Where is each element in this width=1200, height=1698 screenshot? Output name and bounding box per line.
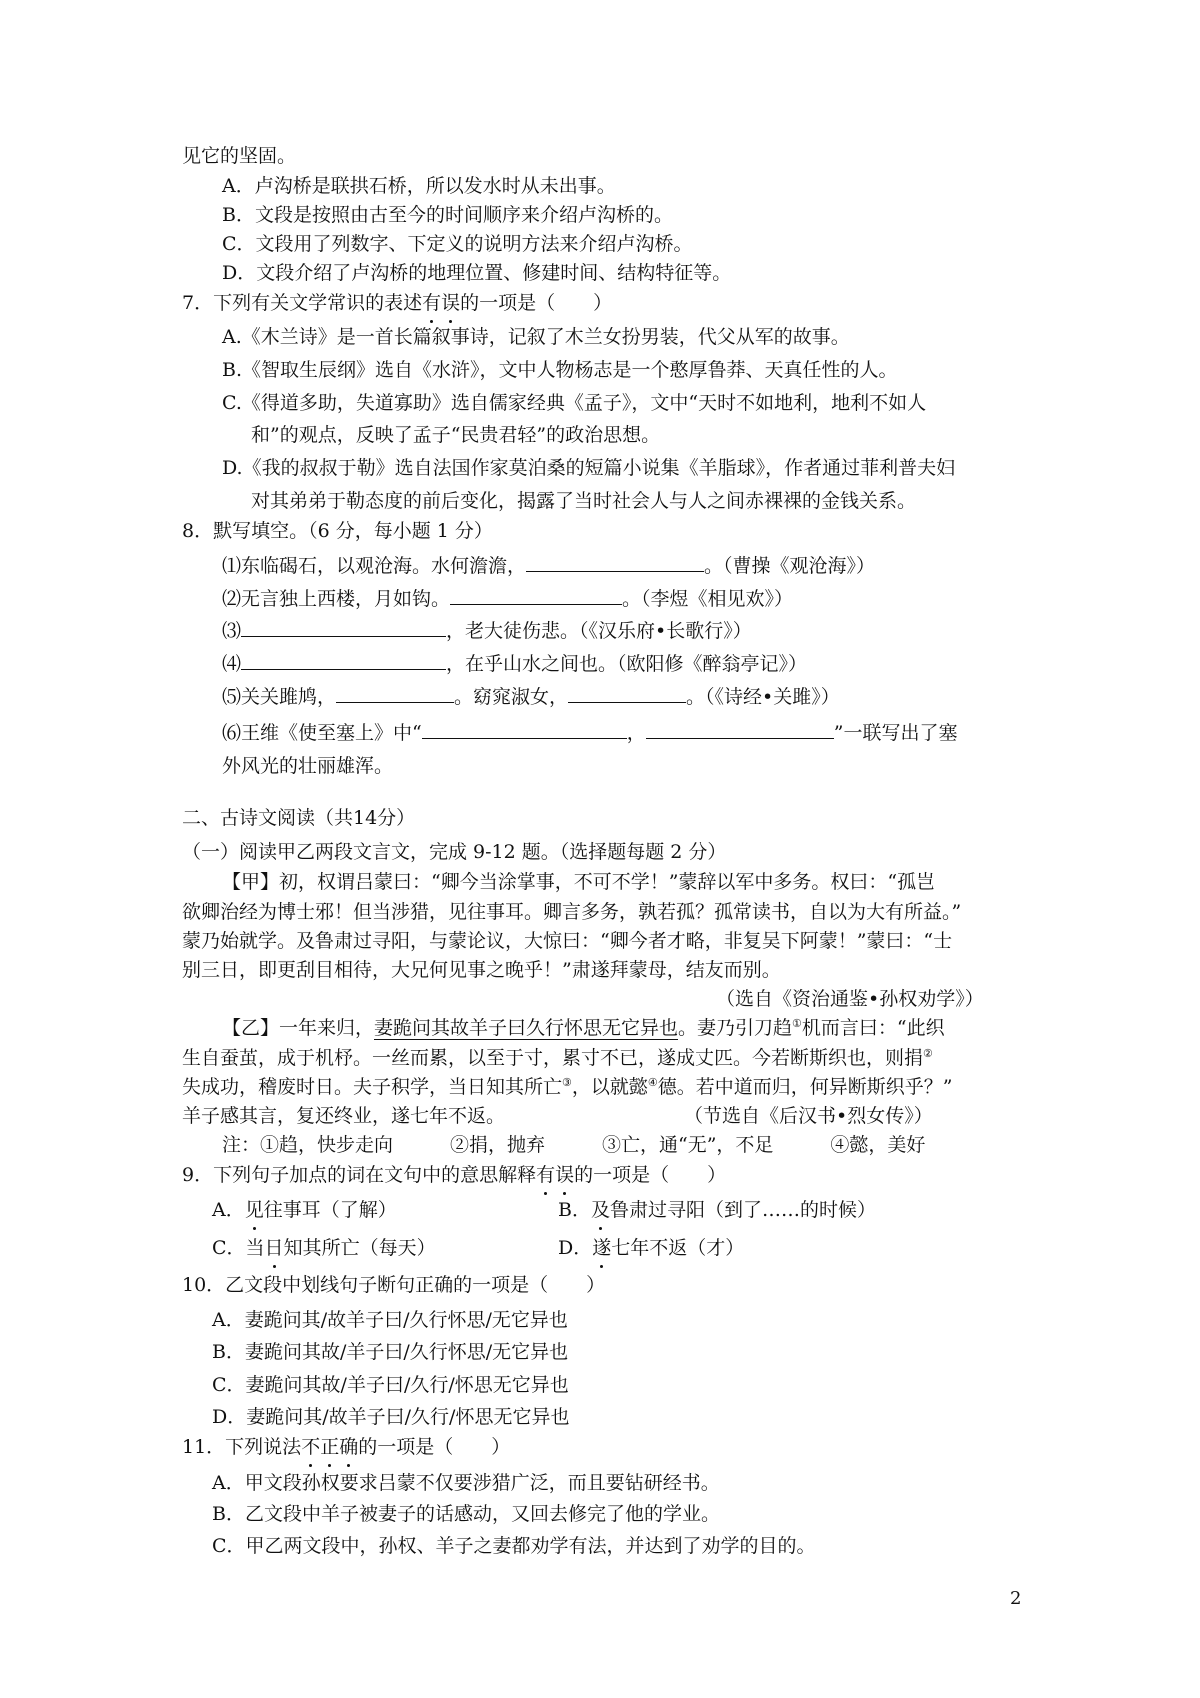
q6-option-a: A．卢沟桥是联拱石桥，所以发水时从未出事。 xyxy=(222,175,616,197)
passage-jia-line4: 别三日，即更刮目相待，大兄何见事之晚乎！”肃遂拜蒙母，结友而别。 xyxy=(182,959,781,981)
emphasis-dot: 误 xyxy=(441,292,461,314)
emphasis-dot: 误 xyxy=(555,1164,575,1186)
q7-option-b: B.《智取生辰纲》选自《水浒》，文中人物杨志是一个憨厚鲁莽、天真任性的人。 xyxy=(222,359,898,381)
emphasis-dot: 正 xyxy=(320,1436,340,1458)
q10-option-a: A．妻跪问其/故羊子曰/久行怀思/无它异也 xyxy=(212,1309,568,1331)
q8-item-6-continuation: 外风光的壮丽雄浑。 xyxy=(222,755,394,777)
q8-item-3: ⑶ ，老大徒伤悲。（《汉乐府•长歌行》） xyxy=(222,616,752,644)
q9-option-d: D．遂七年不返（才） xyxy=(558,1237,745,1259)
passage-notes: 注：①趋，快步走向 ②捐，抛弃 ③亡，通“无”，不足 ④懿，美好 xyxy=(222,1134,926,1156)
passage-yi-line3: 失成功，稽废时日。夫子积学，当日知其所亡③，以就懿④德。若中道而归，何异断斯织乎？” xyxy=(182,1076,953,1098)
q6-option-b: B．文段是按照由古至今的时间顺序来介绍卢沟桥的。 xyxy=(222,204,673,226)
passage-yi-line1: 【乙】一年来归，妻跪问其故羊子曰久行怀思无它异也。妻乃引刀趋①机而言曰：“此织 xyxy=(222,1017,945,1039)
passage-yi-line2: 生自蚕茧，成于机杼。一丝而累，以至于寸，累寸不已，遂成丈匹。今若断斯织也，则捐② xyxy=(182,1047,933,1069)
q8-item-2: ⑵无言独上西楼，月如钩。 。（李煜《相见欢》） xyxy=(222,584,793,612)
fill-blank[interactable] xyxy=(646,718,834,739)
q8-item-6: ⑹王维《使至塞上》中“ ， ”一联写出了塞 xyxy=(222,718,957,746)
fill-blank[interactable] xyxy=(526,551,704,572)
q9-stem: 9．下列句子加点的词在文句中的意思解释有误的一项是（ ） xyxy=(182,1164,727,1186)
underlined-sentence: 妻跪问其故羊子曰久行怀思无它异也 xyxy=(374,1017,679,1039)
q11-option-c: C．甲乙两文段中，孙权、羊子之妻都劝学有法，并达到了劝学的目的。 xyxy=(212,1535,816,1557)
q7-option-a: A.《木兰诗》是一首长篇叙事诗，记叙了木兰女扮男装，代父从军的故事。 xyxy=(222,326,850,348)
q10-option-d: D．妻跪问其/故羊子曰/久行/怀思无它异也 xyxy=(212,1406,570,1428)
section-title: 二、古诗文阅读（共14分） xyxy=(182,807,416,829)
fill-blank[interactable] xyxy=(450,584,622,605)
emphasis-dot: 有 xyxy=(536,1164,556,1186)
fill-blank[interactable] xyxy=(241,616,446,637)
emphasis-dot: 确 xyxy=(339,1436,359,1458)
q7-stem: 7．下列有关文学常识的表述有误的一项是（ ） xyxy=(182,292,613,314)
page-number: 2 xyxy=(1010,1588,1022,1609)
q6-continuation: 见它的坚固。 xyxy=(182,145,297,167)
q6-option-c: C．文段用了列数字、下定义的说明方法来介绍卢沟桥。 xyxy=(222,233,693,255)
q10-stem: 10．乙文段中划线句子断句正确的一项是（ ） xyxy=(182,1274,606,1296)
q8-item-1: ⑴东临碣石，以观沧海。水何澹澹， 。（曹操《观沧海》） xyxy=(222,551,875,579)
section-instruction: （一）阅读甲乙两段文言文，完成 9-12 题。（选择题每题 2 分） xyxy=(182,841,727,863)
passage-jia-line3: 蒙乃始就学。及鲁肃过寻阳，与蒙论议，大惊曰：“卿今者才略，非复吴下阿蒙！”蒙曰：“士 xyxy=(182,930,953,952)
passage-jia-source: （选自《资治通鉴•孙权劝学》） xyxy=(716,988,984,1010)
q11-option-b: B．乙文段中羊子被妻子的话感动，又回去修完了他的学业。 xyxy=(212,1503,720,1525)
q8-item-4: ⑷ ，在乎山水之间也。（欧阳修《醉翁亭记》） xyxy=(222,649,807,677)
q11-stem: 11．下列说法不正确的一项是（ ） xyxy=(182,1436,511,1458)
fill-blank[interactable] xyxy=(422,718,627,739)
q9-option-a: A．见往事耳（了解） xyxy=(212,1199,397,1221)
q7-option-d-line1: D.《我的叔叔于勒》选自法国作家莫泊桑的短篇小说集《羊脂球》，作者通过菲利普夫妇 xyxy=(222,457,956,479)
q8-item-5: ⑸关关雎鸠， 。窈窕淑女， 。（《诗经•关雎》） xyxy=(222,682,840,710)
passage-jia-line2: 欲卿治经为博士邪！但当涉猎，见往事耳。卿言多务，孰若孤？孤常读书，自以为大有所益。” xyxy=(182,901,962,923)
passage-jia-line1: 【甲】初，权谓吕蒙曰：“卿今当涂掌事，不可不学！”蒙辞以军中多务。权曰：“孤岂 xyxy=(222,871,936,893)
q9-option-b: B．及鲁肃过寻阳（到了……的时候） xyxy=(558,1199,876,1221)
q7-option-c-line2: 和”的观点，反映了孟子“民贵君轻”的政治思想。 xyxy=(251,424,661,446)
emphasis-dot: 有 xyxy=(422,292,442,314)
q10-option-b: B．妻跪问其故/羊子曰/久行怀思/无它异也 xyxy=(212,1341,569,1363)
q6-option-d: D．文段介绍了卢沟桥的地理位置、修建时间、结构特征等。 xyxy=(222,262,732,284)
fill-blank[interactable] xyxy=(336,682,454,703)
emphasis-dot: 不 xyxy=(301,1436,321,1458)
fill-blank[interactable] xyxy=(568,682,686,703)
q8-stem: 8．默写填空。（6 分，每小题 1 分） xyxy=(182,520,493,542)
q7-option-d-line2: 对其弟弟于勒态度的前后变化，揭露了当时社会人与人之间赤裸裸的金钱关系。 xyxy=(251,490,917,512)
q10-option-c: C．妻跪问其故/羊子曰/久行/怀思无它异也 xyxy=(212,1374,569,1396)
fill-blank[interactable] xyxy=(241,649,446,670)
passage-yi-line4: 羊子感其言，复还终业，遂七年不返。 xyxy=(182,1105,506,1127)
q11-option-a: A．甲文段孙权要求吕蒙不仅要涉猎广泛，而且要钻研经书。 xyxy=(212,1472,720,1494)
passage-yi-source: （节选自《后汉书•烈女传》） xyxy=(684,1105,933,1127)
q9-option-c: C．当日知其所亡（每天） xyxy=(212,1237,436,1259)
q7-option-c-line1: C.《得道多助，失道寡助》选自儒家经典《孟子》，文中“天时不如地利，地利不如人 xyxy=(222,392,927,414)
